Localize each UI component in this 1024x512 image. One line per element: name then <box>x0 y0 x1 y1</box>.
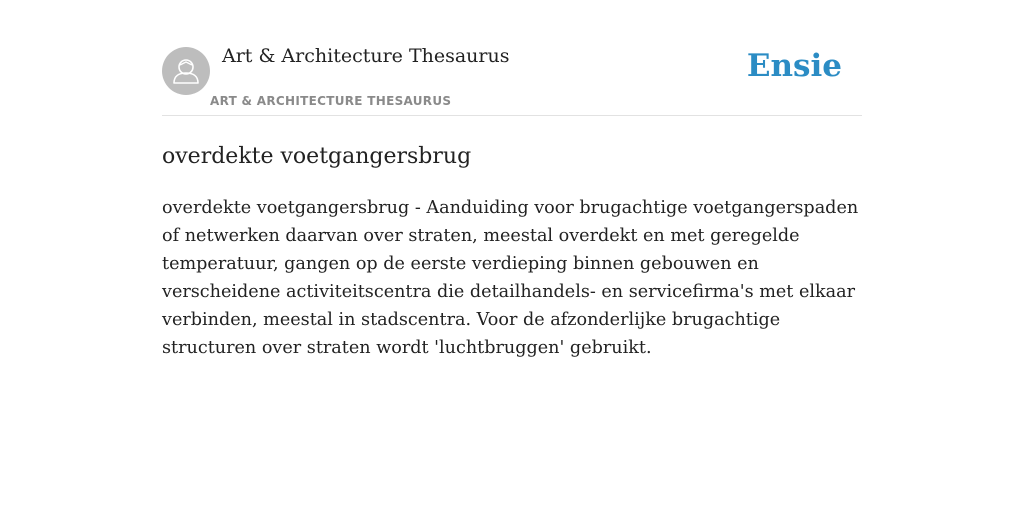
content-container <box>162 0 862 362</box>
header <box>162 0 862 116</box>
author-name-link[interactable]: Art & Architecture Thesaurus <box>222 45 510 67</box>
ensie-logo[interactable]: Ensie <box>746 48 842 84</box>
avatar[interactable] <box>162 47 210 95</box>
page-title: overdekte voetgangersbrug <box>162 144 472 169</box>
definition-text: overdekte voetgangersbrug - Aanduiding voor brugachtige voetgangerspaden of netwerken daarvan over straten, meestal overdekt en met geregelde temperatuur, gangen op de eerste verdieping binnen gebouwen en verscheidene activiteitscentra die detailhandels- en servicefirma's met elkaar verbinden, meestal in stadscentra. Voor de afzonderlijke brugachtige structuren over straten wordt 'luchtbruggen' gebruikt. <box>162 198 859 358</box>
user-icon <box>162 47 210 95</box>
category-label[interactable]: ART & ARCHITECTURE THESAURUS <box>210 94 452 108</box>
